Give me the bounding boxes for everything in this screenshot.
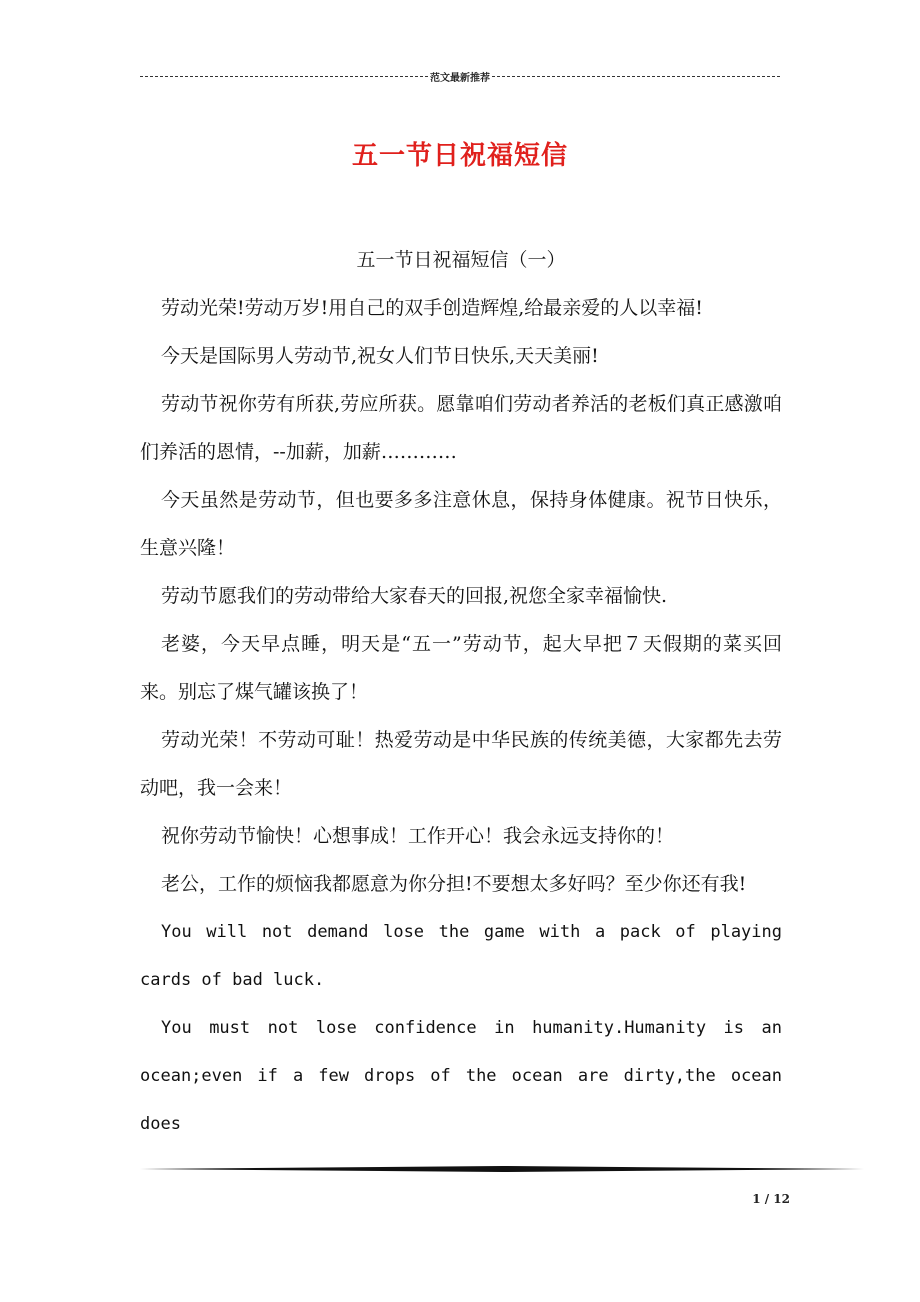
header-text: 范文最新推荐 (430, 72, 490, 84)
paragraph: 老婆，今天早点睡，明天是“五一”劳动节，起大早把７天假期的菜买回来。别忘了煤气罐该换了！ (140, 633, 782, 703)
header-dash-left (140, 76, 428, 77)
document-title: 五一节日祝福短信 (351, 141, 568, 172)
paragraph: 劳动光荣!劳动万岁!用自己的双手创造辉煌,给最亲爱的人以幸福! (161, 297, 703, 319)
footer-divider (140, 1163, 864, 1175)
page-header (140, 68, 780, 84)
paragraph: 祝你劳动节愉快！心想事成！工作开心！我会永远支持你的！ (161, 825, 675, 847)
paragraph: 老公，工作的烦恼我都愿意为你分担!不要想太多好吗？至少你还有我! (161, 873, 747, 895)
paragraph: 今天虽然是劳动节，但也要多多注意休息，保持身体健康。祝节日快乐，生意兴隆！ (140, 489, 782, 559)
section-heading: 五一节日祝福短信（一） (356, 249, 566, 271)
paragraph: 劳动节祝你劳有所获,劳应所获。愿靠咱们劳动者养活的老板们真正感激咱们养活的恩情，--加薪，加薪………… (140, 393, 782, 463)
header-dash-right (492, 76, 780, 77)
page-number: 1 / 12 (752, 1192, 790, 1206)
english-paragraph: You must not lose confidence in humanity.Humanity is an ocean;even if a few drops of the ocean are dirty,the ocean does (140, 1018, 782, 1134)
document-body (140, 236, 782, 1148)
paragraph: 劳动节愿我们的劳动带给大家春天的回报,祝您全家幸福愉快. (161, 585, 668, 607)
english-paragraph: You will not demand lose the game with a pack of playing cards of bad luck. (140, 922, 782, 990)
paragraph: 劳动光荣！不劳动可耻！热爱劳动是中华民族的传统美德，大家都先去劳动吧，我一会来！ (140, 729, 782, 799)
paragraph: 今天是国际男人劳动节,祝女人们节日快乐,天天美丽! (161, 345, 599, 367)
